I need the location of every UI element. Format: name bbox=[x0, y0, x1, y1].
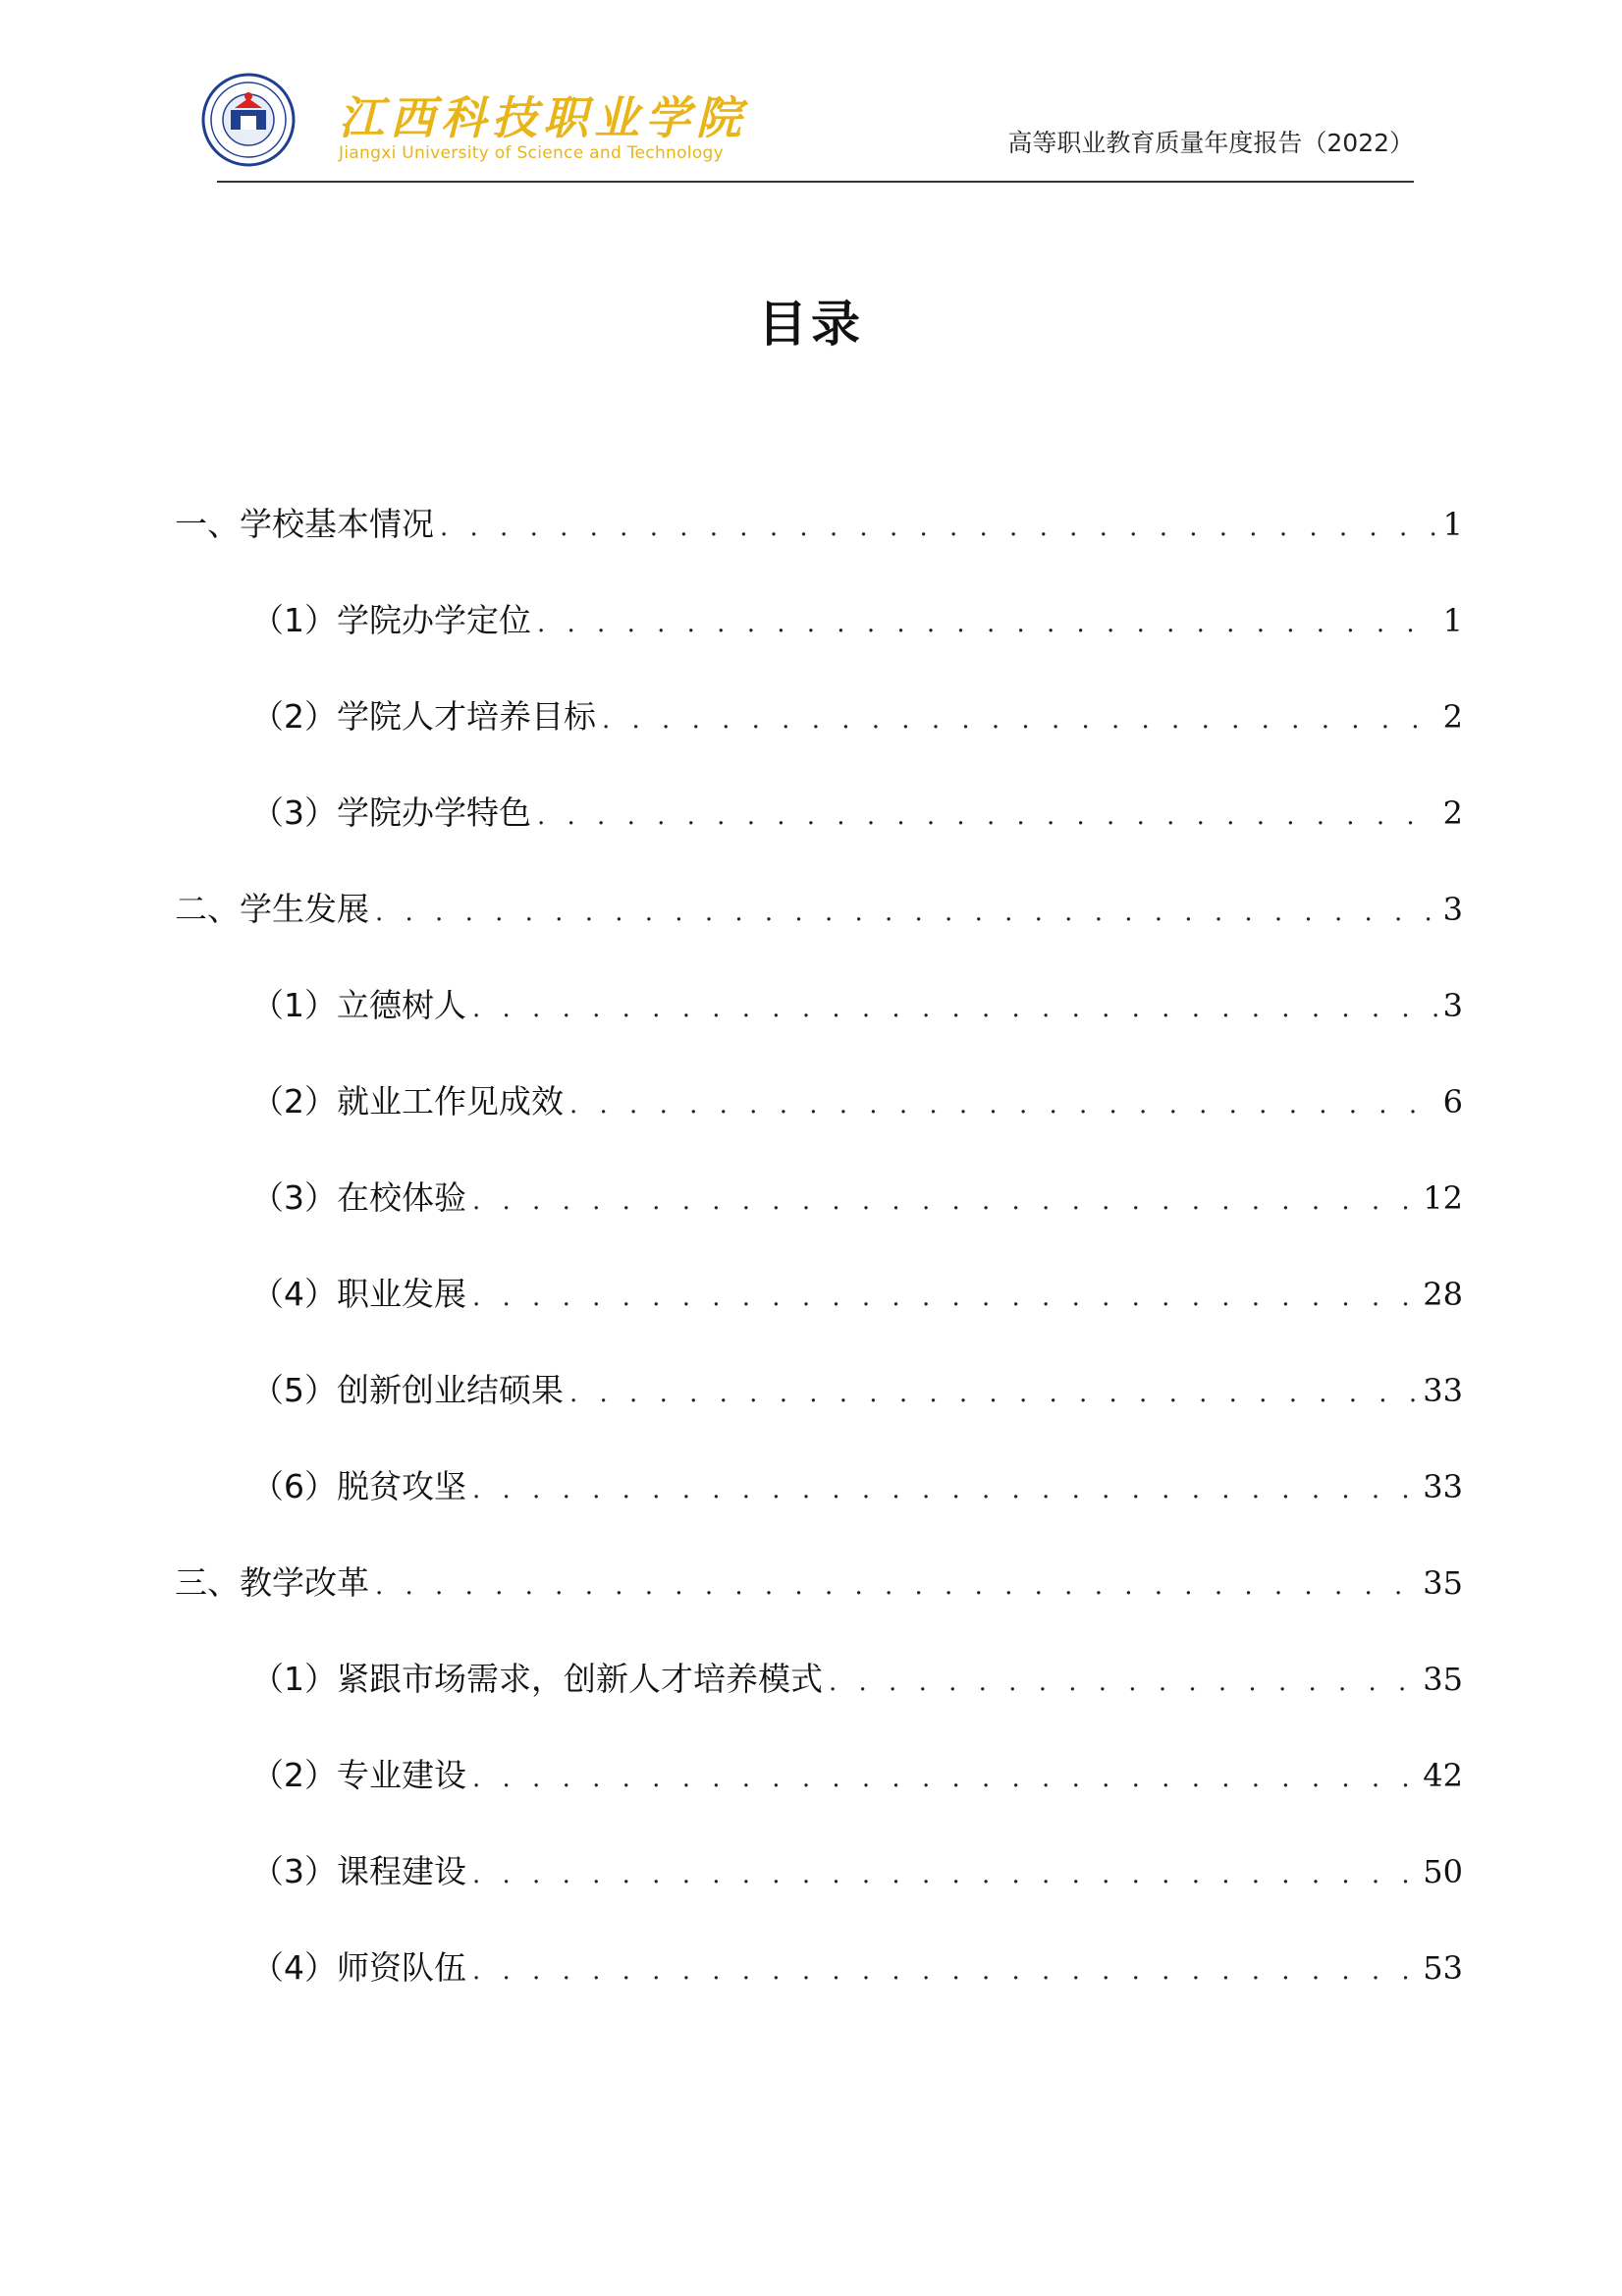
toc-entry[interactable] bbox=[175, 595, 1463, 691]
toc-dot-leader bbox=[375, 898, 1437, 927]
toc-dot-leader bbox=[472, 994, 1437, 1023]
toc-dot-leader bbox=[440, 513, 1437, 542]
toc-dot-leader bbox=[829, 1667, 1417, 1697]
toc-entry[interactable] bbox=[175, 691, 1463, 788]
toc-entry-page-number: 42 bbox=[1423, 1757, 1463, 1794]
toc-entry-page-number: 28 bbox=[1423, 1276, 1463, 1313]
toc-entry-label: （4）职业发展 bbox=[251, 1275, 466, 1313]
toc-entry-label: （5）创新创业结硕果 bbox=[251, 1371, 564, 1409]
page-title: 目录 bbox=[758, 296, 864, 353]
toc-entry-label: （3）课程建设 bbox=[251, 1852, 466, 1890]
toc-entry[interactable] bbox=[175, 980, 1463, 1076]
toc-entry[interactable] bbox=[175, 1750, 1463, 1846]
toc-entry-label: 三、教学改革 bbox=[175, 1563, 369, 1602]
table-of-contents bbox=[175, 499, 1463, 2039]
toc-entry-page-number: 50 bbox=[1423, 1853, 1463, 1890]
report-title: 高等职业教育质量年度报告（2022） bbox=[1007, 129, 1414, 157]
toc-entry-page-number: 12 bbox=[1423, 1179, 1463, 1217]
toc-entry-label: 二、学生发展 bbox=[175, 890, 369, 928]
toc-entry[interactable] bbox=[175, 1654, 1463, 1750]
toc-dot-leader bbox=[472, 1283, 1417, 1312]
toc-dot-leader bbox=[537, 801, 1437, 831]
toc-entry-page-number: 3 bbox=[1442, 891, 1463, 928]
toc-entry-page-number: 33 bbox=[1423, 1372, 1463, 1409]
toc-entry-label: （1）紧跟市场需求，创新人才培养模式 bbox=[251, 1660, 823, 1698]
toc-dot-leader bbox=[569, 1090, 1437, 1120]
toc-entry-page-number: 1 bbox=[1442, 602, 1463, 639]
toc-entry[interactable] bbox=[175, 788, 1463, 884]
toc-dot-leader bbox=[472, 1956, 1417, 1986]
toc-dot-leader bbox=[602, 705, 1437, 735]
header-divider bbox=[217, 181, 1414, 183]
toc-entry-label: （1）学院办学定位 bbox=[251, 601, 531, 639]
toc-entry[interactable] bbox=[175, 1269, 1463, 1365]
toc-entry-label: （2）专业建设 bbox=[251, 1756, 466, 1794]
toc-entry[interactable] bbox=[175, 1365, 1463, 1461]
toc-dot-leader bbox=[472, 1764, 1417, 1793]
toc-dot-leader bbox=[537, 609, 1437, 638]
toc-entry-page-number: 3 bbox=[1442, 987, 1463, 1024]
toc-dot-leader bbox=[472, 1186, 1417, 1216]
toc-entry-page-number: 35 bbox=[1423, 1661, 1463, 1698]
toc-dot-leader bbox=[472, 1475, 1417, 1504]
toc-entry[interactable] bbox=[175, 1461, 1463, 1558]
toc-entry-label: （4）师资队伍 bbox=[251, 1948, 466, 1987]
toc-entry-page-number: 35 bbox=[1423, 1564, 1463, 1602]
toc-entry-label: （3）学院办学特色 bbox=[251, 793, 531, 832]
toc-entry-label: （2）就业工作见成效 bbox=[251, 1082, 564, 1121]
toc-entry[interactable] bbox=[175, 1558, 1463, 1654]
toc-entry-page-number: 33 bbox=[1423, 1468, 1463, 1505]
toc-dot-leader bbox=[375, 1571, 1417, 1601]
school-emblem-icon bbox=[201, 73, 296, 167]
toc-entry-label: 一、学校基本情况 bbox=[175, 505, 434, 543]
school-name-cn: 江西科技职业学院 bbox=[339, 91, 747, 144]
toc-entry-page-number: 6 bbox=[1442, 1083, 1463, 1121]
toc-entry-page-number: 2 bbox=[1442, 698, 1463, 736]
toc-entry[interactable] bbox=[175, 1076, 1463, 1173]
toc-entry[interactable] bbox=[175, 1846, 1463, 1942]
toc-entry-page-number: 2 bbox=[1442, 794, 1463, 832]
toc-dot-leader bbox=[569, 1379, 1417, 1408]
toc-entry-label: （2）学院人才培养目标 bbox=[251, 697, 596, 736]
toc-entry[interactable] bbox=[175, 1173, 1463, 1269]
toc-dot-leader bbox=[472, 1860, 1417, 1889]
toc-entry-label: （1）立德树人 bbox=[251, 986, 466, 1024]
toc-entry-page-number: 1 bbox=[1442, 506, 1463, 543]
toc-entry-label: （3）在校体验 bbox=[251, 1178, 466, 1217]
page-header bbox=[201, 69, 1414, 187]
toc-entry-page-number: 53 bbox=[1423, 1949, 1463, 1987]
school-name-en: Jiangxi University of Science and Technology bbox=[339, 143, 724, 163]
toc-entry-label: （6）脱贫攻坚 bbox=[251, 1467, 466, 1505]
toc-entry[interactable] bbox=[175, 884, 1463, 980]
toc-entry[interactable] bbox=[175, 499, 1463, 595]
toc-entry[interactable] bbox=[175, 1942, 1463, 2039]
